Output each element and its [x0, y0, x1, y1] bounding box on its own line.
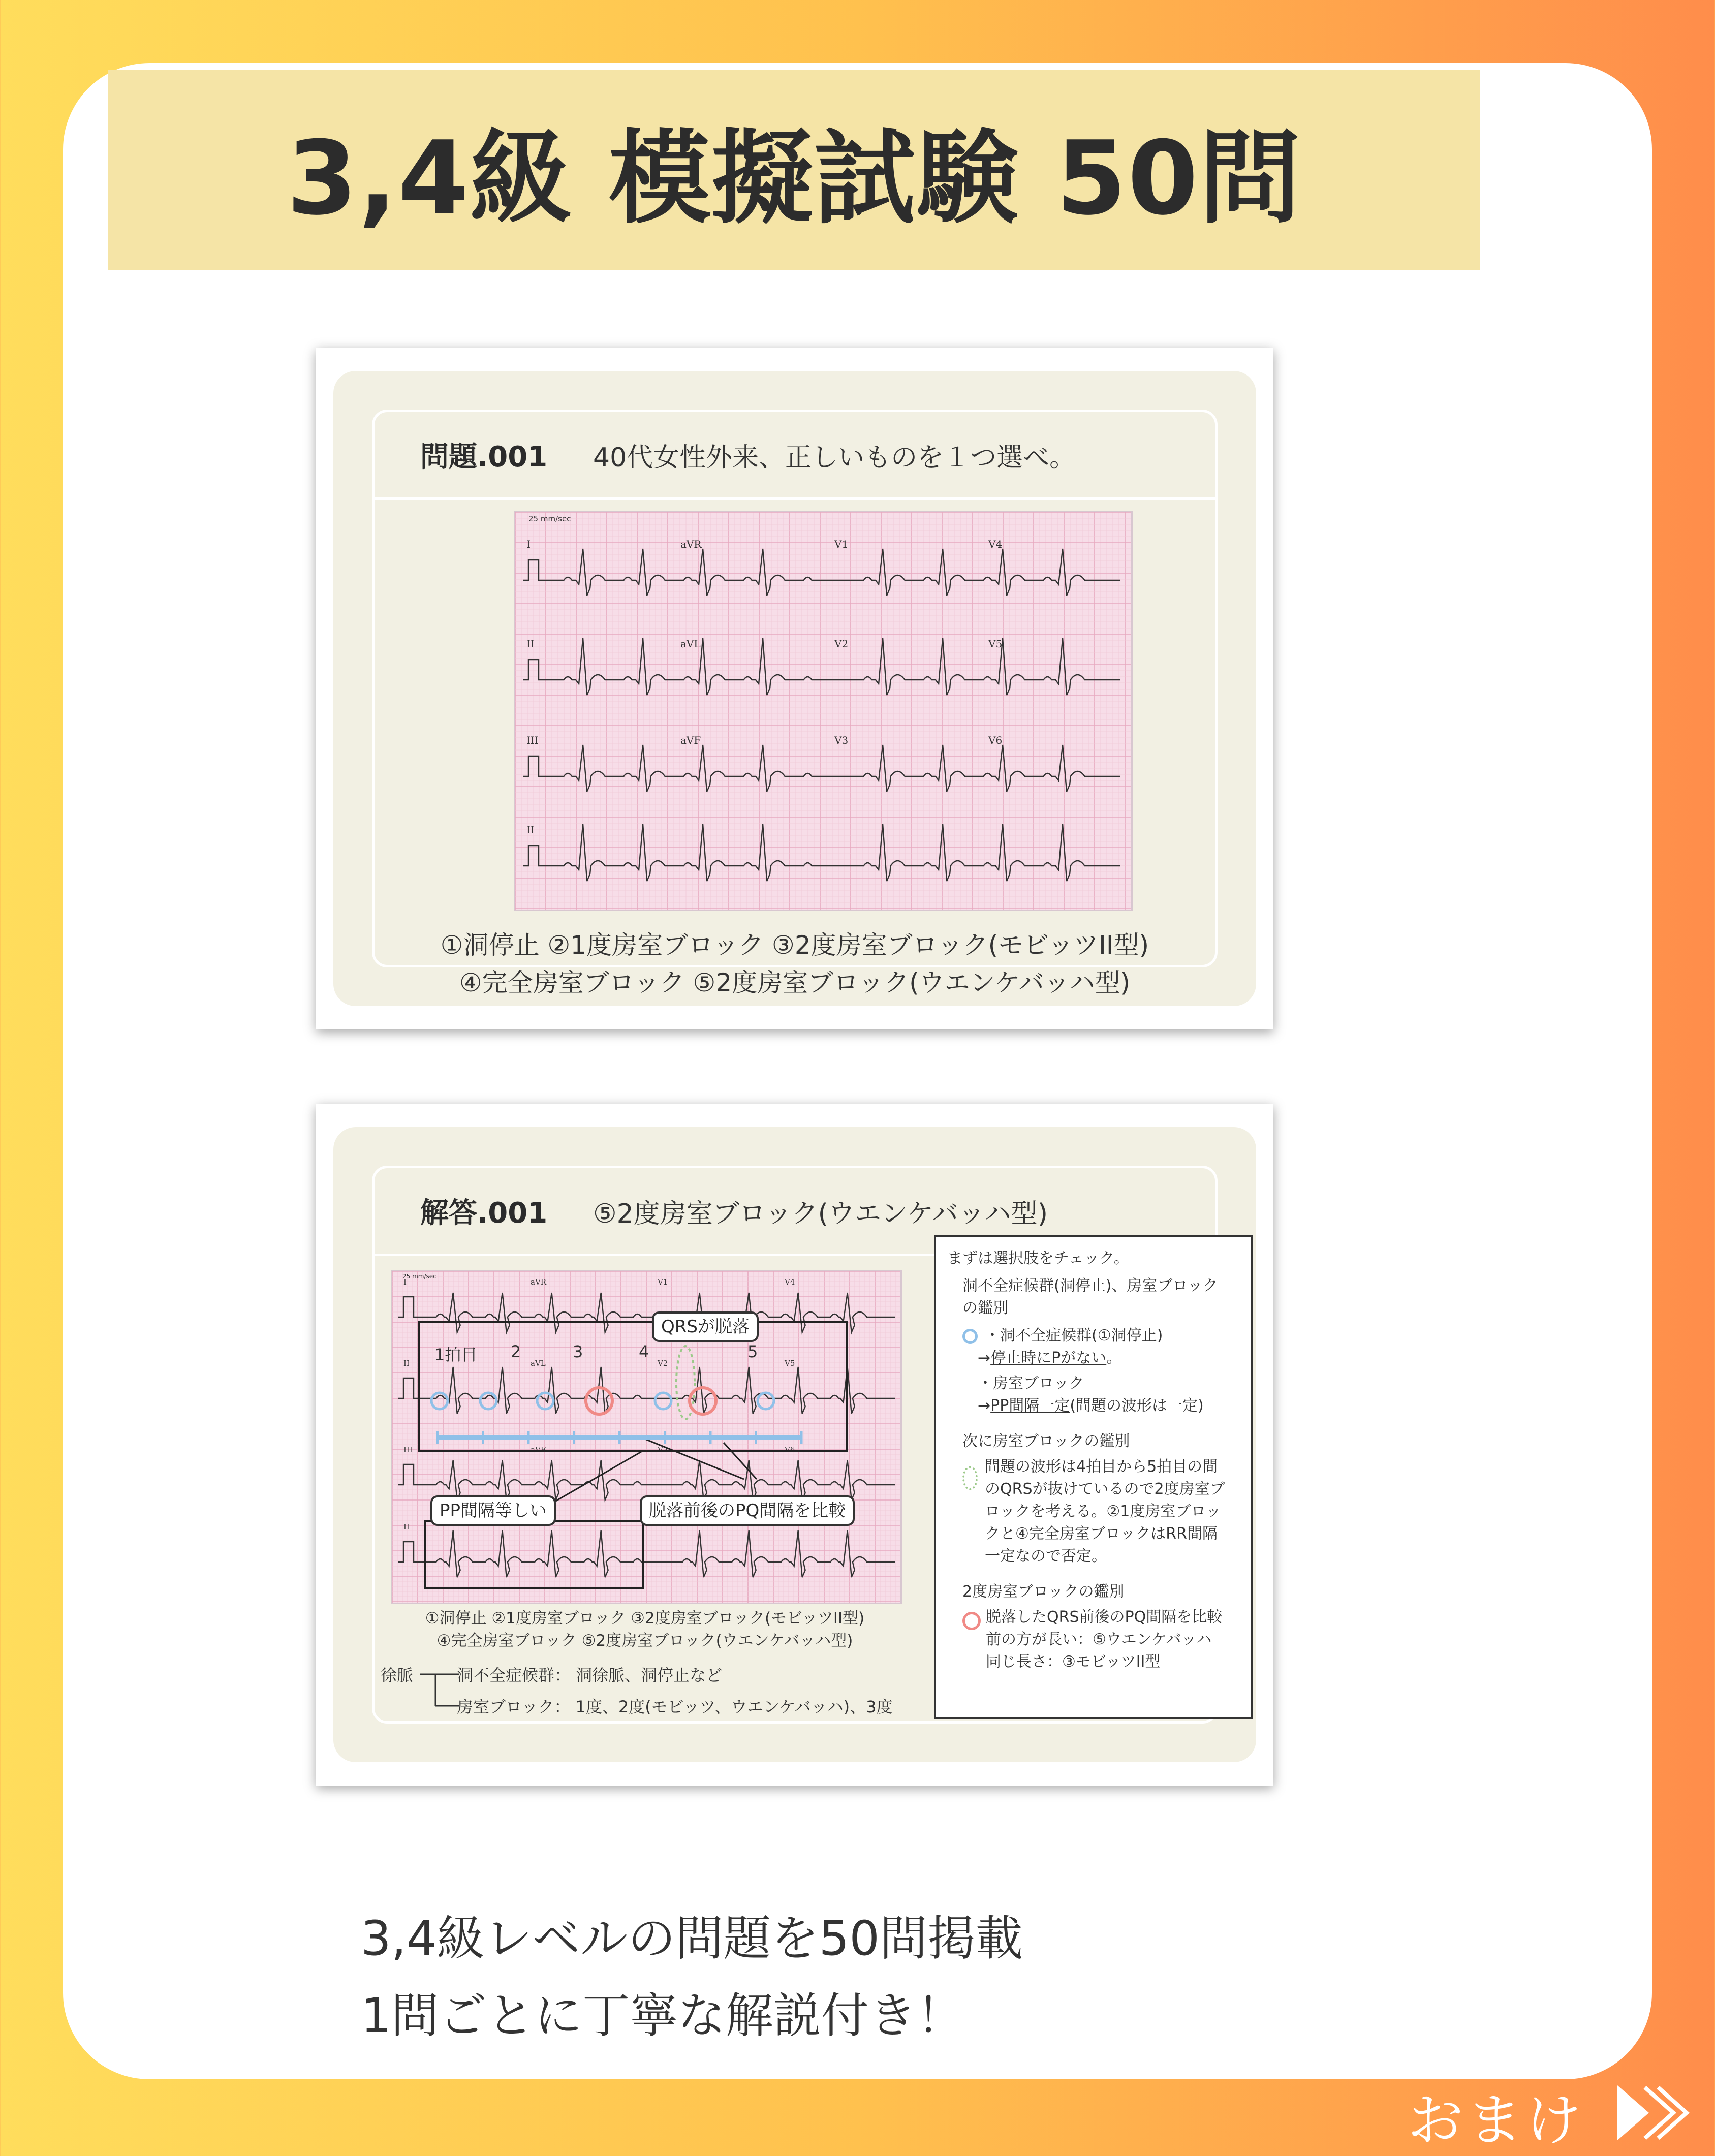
lead-label: V6 [988, 734, 1003, 746]
note-line: まずは選択肢をチェック。 [947, 1249, 1129, 1267]
question-slide [316, 348, 1273, 1029]
question-options-line2: ④完全房室ブロック ⑤2度房室ブロック(ウエンケバッハ型) [459, 968, 1131, 997]
question-slide-background [333, 371, 1256, 1006]
pp-interval-bar [438, 1431, 801, 1444]
callout-pp-equal: PP間隔等しい [430, 1495, 556, 1526]
question-options-line1: ①洞停止 ②1度房室ブロック ③2度房室ブロック(モビッツII型) [440, 930, 1149, 960]
lead-label: aVL [680, 638, 701, 650]
lead-label: I [526, 538, 531, 550]
note-line: 前の方が長い：⑤ウエンケバッハ [986, 1631, 1212, 1648]
note-line: の鑑別 [962, 1299, 1008, 1317]
answer-text: ⑤2度房室ブロック(ウエンケバッハ型) [593, 1198, 1048, 1229]
ecg-speed-label: 25 mm/sec [528, 514, 571, 523]
promo-line-1: 3,4級レベルの問題を50問掲載 [361, 1911, 1023, 1966]
answer-slide [316, 1104, 1273, 1786]
note-line: (問題の波形は一定) [1070, 1397, 1204, 1415]
p-wave-markers [431, 1388, 774, 1414]
tree-root: 徐脈 [381, 1666, 414, 1685]
ecg-speed-label: 25 mm/sec [402, 1273, 436, 1280]
explanation-box [934, 1235, 1253, 1719]
omake-label: おまけ [1408, 2088, 1584, 2153]
question-options [375, 926, 1215, 1002]
note-line: ・洞不全症候群(①洞停止) [985, 1327, 1163, 1345]
note-emphasis: 停止時にPがない [990, 1349, 1107, 1367]
lead-label: II [403, 1522, 410, 1532]
lead-label: V3 [658, 1445, 668, 1454]
answer-options-line2: ④完全房室ブロック ⑤2度房室ブロック(ウエンケバッハ型) [436, 1632, 853, 1650]
lead-label: V3 [834, 734, 849, 746]
note-group-2nd-degree [947, 1606, 1240, 1673]
page-title: 3,4級 模擬試験 50問 [287, 119, 1302, 238]
lead-label: III [403, 1445, 413, 1454]
lead-label: V6 [785, 1445, 795, 1454]
next-arrows-icon[interactable] [1613, 2082, 1690, 2143]
answer-number: 解答.001 [420, 1197, 548, 1230]
question-prompt: 40代女性外来、正しいものを１つ選べ。 [593, 442, 1076, 473]
lead-label: V5 [785, 1359, 795, 1368]
note-emphasis: PP間隔一定 [990, 1397, 1070, 1415]
note-heading: 次に房室ブロックの鑑別 [962, 1432, 1130, 1450]
answer-slide-background [333, 1127, 1256, 1762]
p-wave-marker [758, 1393, 774, 1409]
note-line: 問題の波形は4拍目から5拍目の間 [985, 1458, 1218, 1476]
lead-label: aVL [531, 1359, 546, 1368]
lead-label: V2 [834, 638, 849, 650]
question-ecg [514, 511, 1133, 911]
beat-label-4: 4 [639, 1342, 649, 1361]
note-heading: 2度房室ブロックの鑑別 [962, 1583, 1125, 1601]
note-arrow: → [978, 1349, 991, 1367]
p-wave-marker [431, 1393, 448, 1409]
highlight-box-rhythm [425, 1521, 643, 1588]
callout-pointer-pq1 [641, 1438, 744, 1479]
question-ecg-graph [515, 512, 1131, 910]
lead-label: aVR [680, 538, 702, 550]
lead-label: II [526, 824, 535, 836]
pq-compare-marker [690, 1388, 716, 1414]
lead-label: aVR [531, 1277, 547, 1287]
note-line: クと④完全房室ブロックはRR間隔 [985, 1525, 1218, 1543]
p-wave-marker [537, 1393, 553, 1409]
lead-label: V5 [988, 638, 1003, 650]
answer-options [391, 1607, 899, 1652]
tree-connector [420, 1667, 461, 1723]
red-ring-icon [962, 1612, 981, 1630]
blue-ring-icon [962, 1329, 978, 1344]
answer-options-line1: ①洞停止 ②1度房室ブロック ③2度房室ブロック(モビッツII型) [425, 1609, 865, 1628]
ecg-grid [515, 512, 1131, 910]
lead-label: II [526, 638, 535, 650]
classification-tree [381, 1656, 929, 1727]
note-line: ・房室ブロック [978, 1374, 1084, 1392]
answer-slide-frame [372, 1166, 1225, 1724]
lead-label: I [403, 1277, 407, 1287]
lead-label: V4 [785, 1277, 795, 1287]
note-line: 洞不全症候群(洞停止)、房室ブロック [962, 1277, 1218, 1295]
p-wave-marker [480, 1393, 496, 1409]
tree-branch-avb: 房室ブロック： 1度、2度(モビッツ、ウエンケバッハ)、3度 [457, 1697, 893, 1716]
note-line: 一定なので否定。 [985, 1547, 1107, 1565]
note-line: ロックを考える。②1度房室ブロッ [985, 1503, 1221, 1520]
note-group-avb [947, 1456, 1240, 1568]
title-banner [108, 70, 1480, 270]
lead-label: II [403, 1359, 410, 1368]
green-dotted-ring-icon [962, 1466, 978, 1490]
question-header [375, 412, 1215, 500]
note-arrow: → [978, 1397, 991, 1415]
highlight-box-lead2 [419, 1322, 847, 1451]
lead-label: V1 [658, 1277, 668, 1287]
lead-label: III [526, 734, 539, 746]
question-number: 問題.001 [420, 441, 548, 474]
note-line: 脱落したQRS前後のPQ間隔を比較 [986, 1608, 1223, 1626]
lead-label: aVF [680, 734, 701, 746]
question-slide-frame [372, 410, 1218, 997]
note-line: 。 [1106, 1349, 1122, 1367]
lead-label: V4 [988, 538, 1003, 550]
beat-label-5: 5 [747, 1342, 758, 1361]
promo-line-2: 1問ごとに丁寧な解説付き！ [361, 1988, 964, 2044]
note-line: のQRSが抜けているので2度房室ブ [985, 1480, 1225, 1498]
lead-label: V2 [658, 1359, 668, 1368]
beat-label-1: 1拍目 [434, 1345, 478, 1364]
p-wave-marker [655, 1393, 671, 1409]
tree-branch-sss: 洞不全症候群： 洞徐脈、洞停止など [457, 1666, 723, 1685]
callout-qrs-dropped: QRSが脱落 [652, 1311, 759, 1342]
lead-label: V1 [834, 538, 849, 550]
callout-pq-compare: 脱落前後のPQ間隔を比較 [640, 1495, 855, 1526]
beat-label-3: 3 [573, 1342, 583, 1361]
note-line: 同じ長さ：③モビッツII型 [986, 1653, 1161, 1671]
pq-compare-marker [586, 1388, 612, 1414]
beat-label-2: 2 [511, 1342, 521, 1361]
promo-text [361, 1900, 1023, 2055]
lead-label: aVF [531, 1445, 546, 1454]
